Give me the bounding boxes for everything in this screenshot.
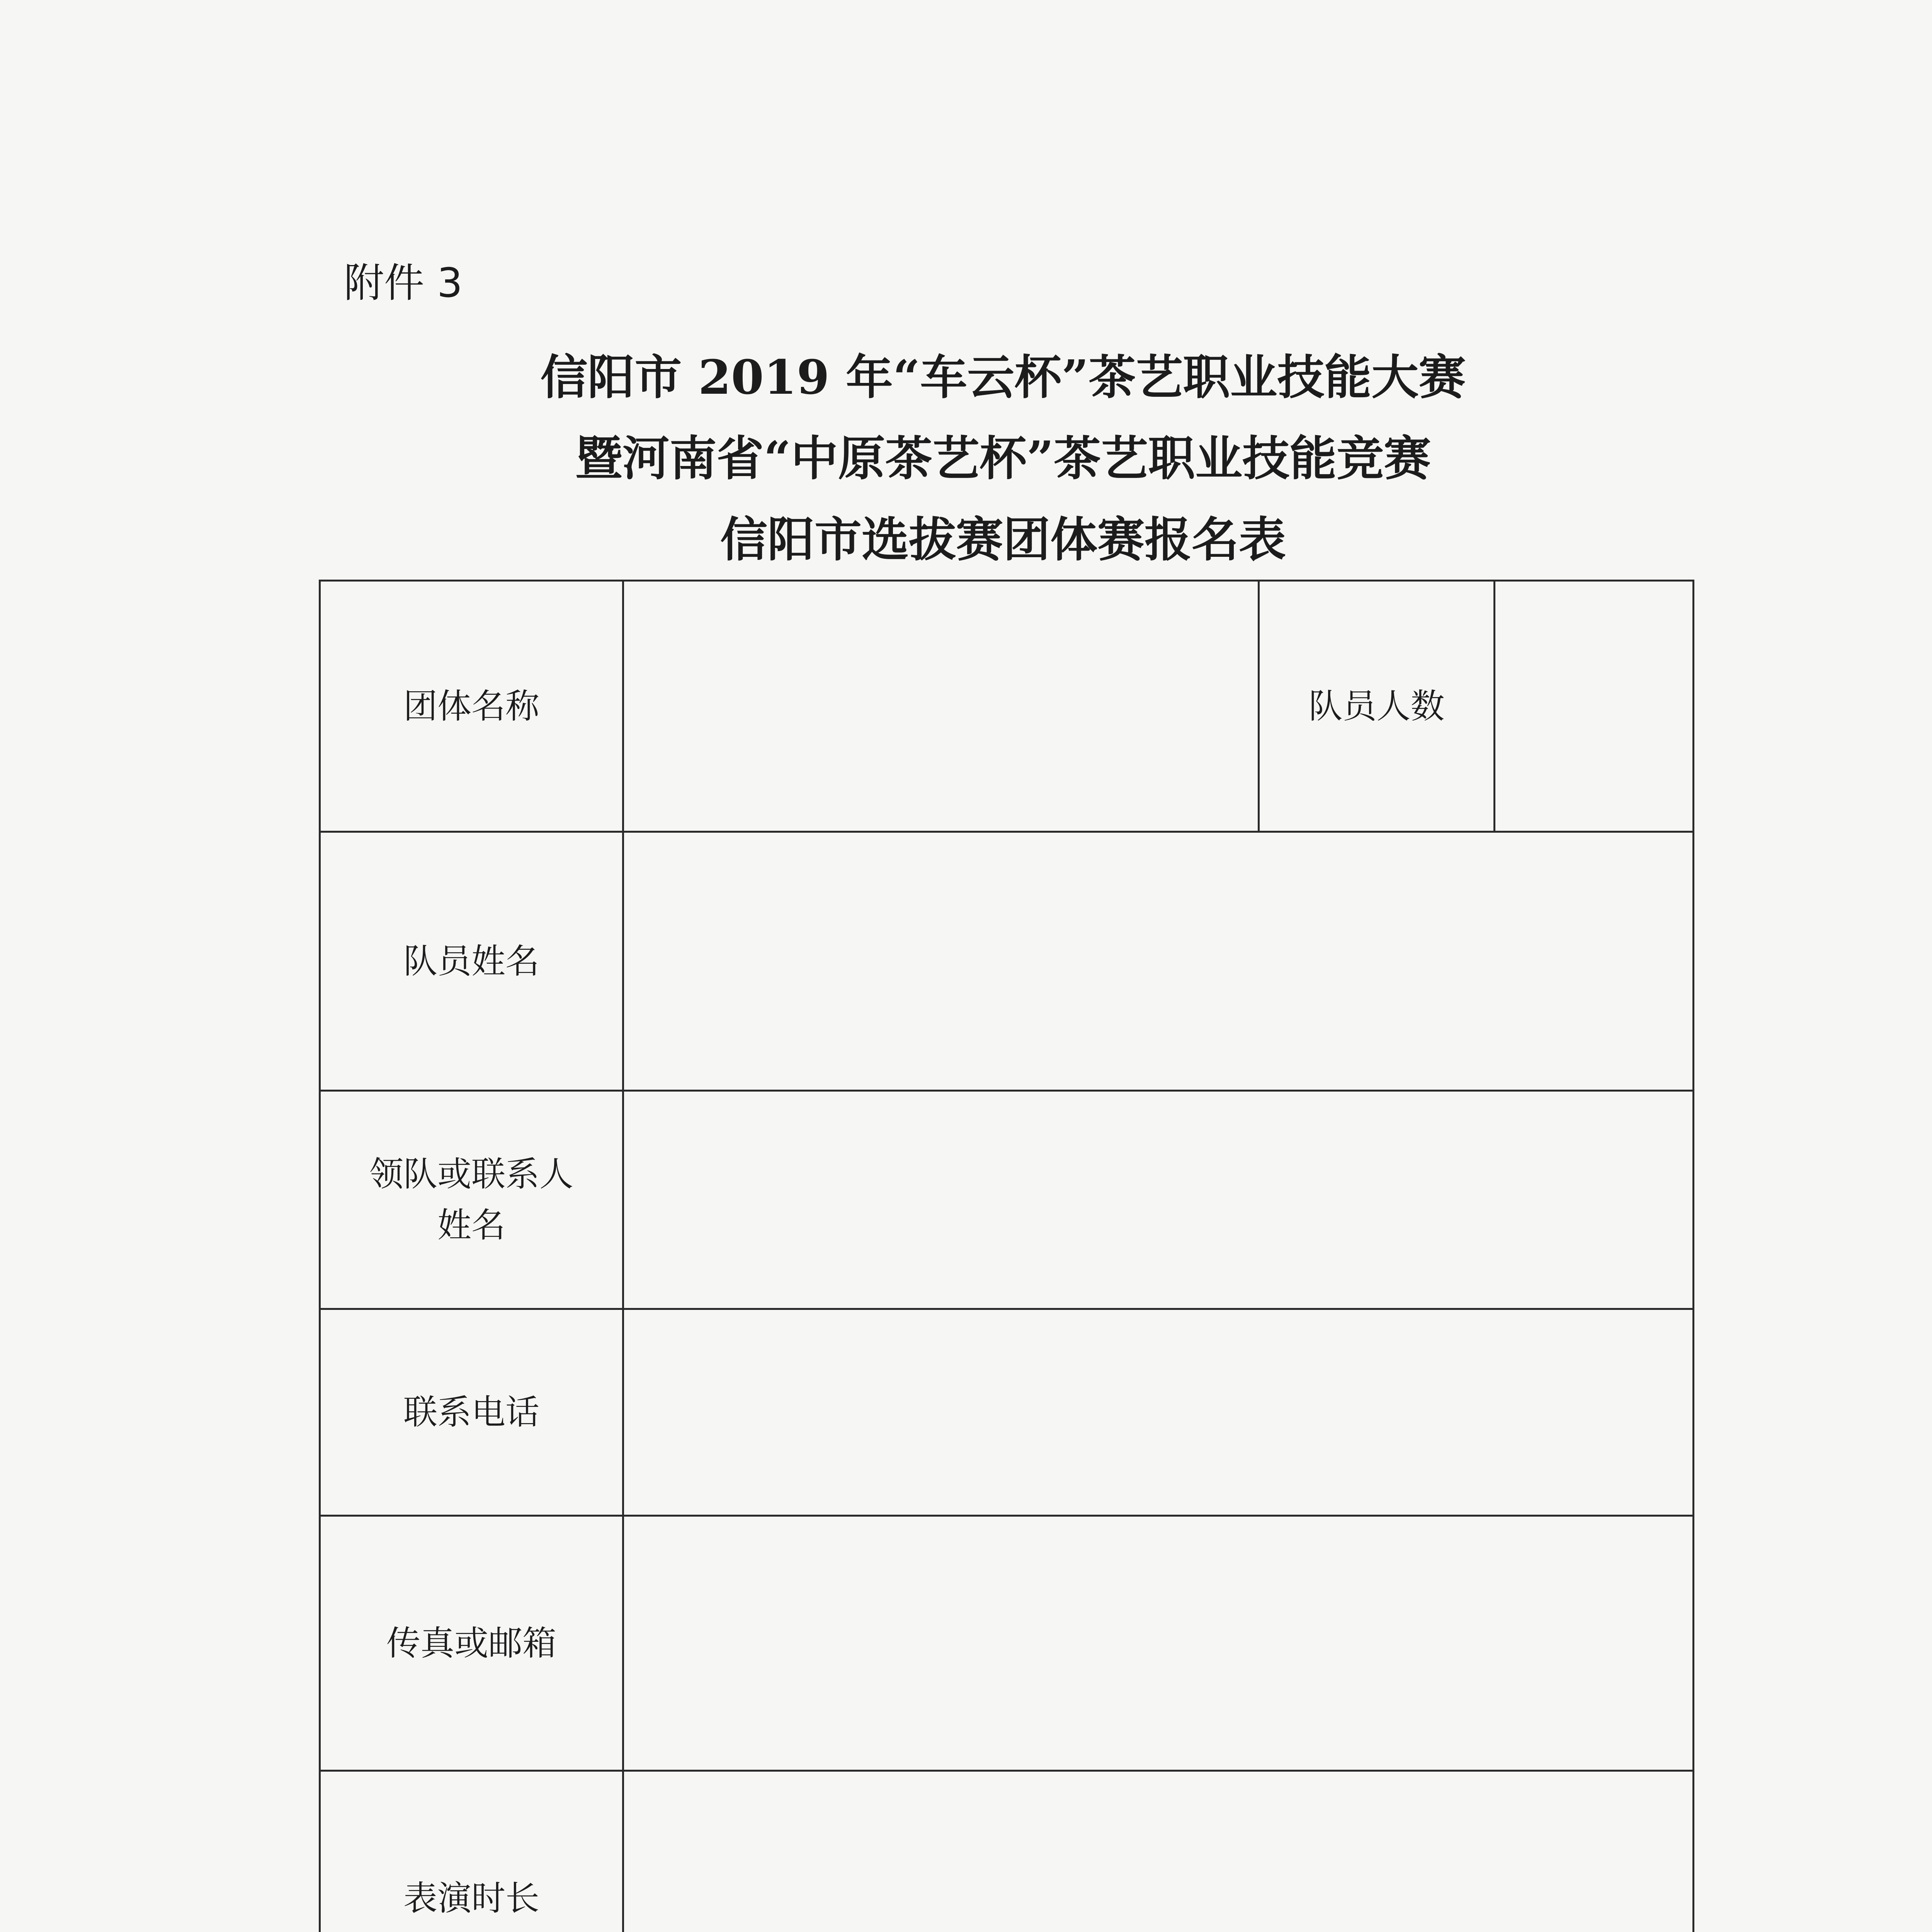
member-count-field[interactable] bbox=[1495, 581, 1694, 832]
registration-form-table bbox=[319, 580, 1694, 1932]
member-names-label: 队员姓名 bbox=[320, 832, 623, 1091]
leader-name-field[interactable] bbox=[623, 1091, 1694, 1309]
row-team-name bbox=[320, 581, 1694, 832]
team-name-label: 团体名称 bbox=[320, 581, 623, 832]
duration-label: 表演时长 bbox=[320, 1771, 623, 1932]
row-phone bbox=[320, 1309, 1694, 1516]
fax-email-label: 传真或邮箱 bbox=[320, 1516, 623, 1771]
row-leader-name bbox=[320, 1091, 1694, 1309]
row-fax-email bbox=[320, 1516, 1694, 1771]
leader-name-label bbox=[320, 1091, 623, 1309]
phone-label: 联系电话 bbox=[320, 1309, 623, 1516]
row-member-names bbox=[320, 832, 1694, 1091]
phone-field[interactable] bbox=[623, 1309, 1694, 1516]
member-names-field[interactable] bbox=[623, 832, 1694, 1091]
team-name-field[interactable] bbox=[623, 581, 1259, 832]
member-count-label: 队员人数 bbox=[1259, 581, 1495, 832]
title-line-3: 信阳市选拔赛团体赛报名表 bbox=[720, 512, 1286, 567]
attachment-label: 附件 3 bbox=[344, 259, 463, 306]
row-duration bbox=[320, 1771, 1694, 1932]
duration-field[interactable] bbox=[623, 1771, 1694, 1932]
leader-name-label-line1: 领队或联系人 bbox=[369, 1154, 573, 1194]
leader-name-label-line2: 姓名 bbox=[437, 1205, 505, 1245]
title-line-1: 信阳市 2019 年“车云杯”茶艺职业技能大赛 bbox=[540, 349, 1466, 405]
fax-email-field[interactable] bbox=[623, 1516, 1694, 1771]
title-line-2: 暨河南省“中原茶艺杯”茶艺职业技能竞赛 bbox=[575, 430, 1431, 486]
